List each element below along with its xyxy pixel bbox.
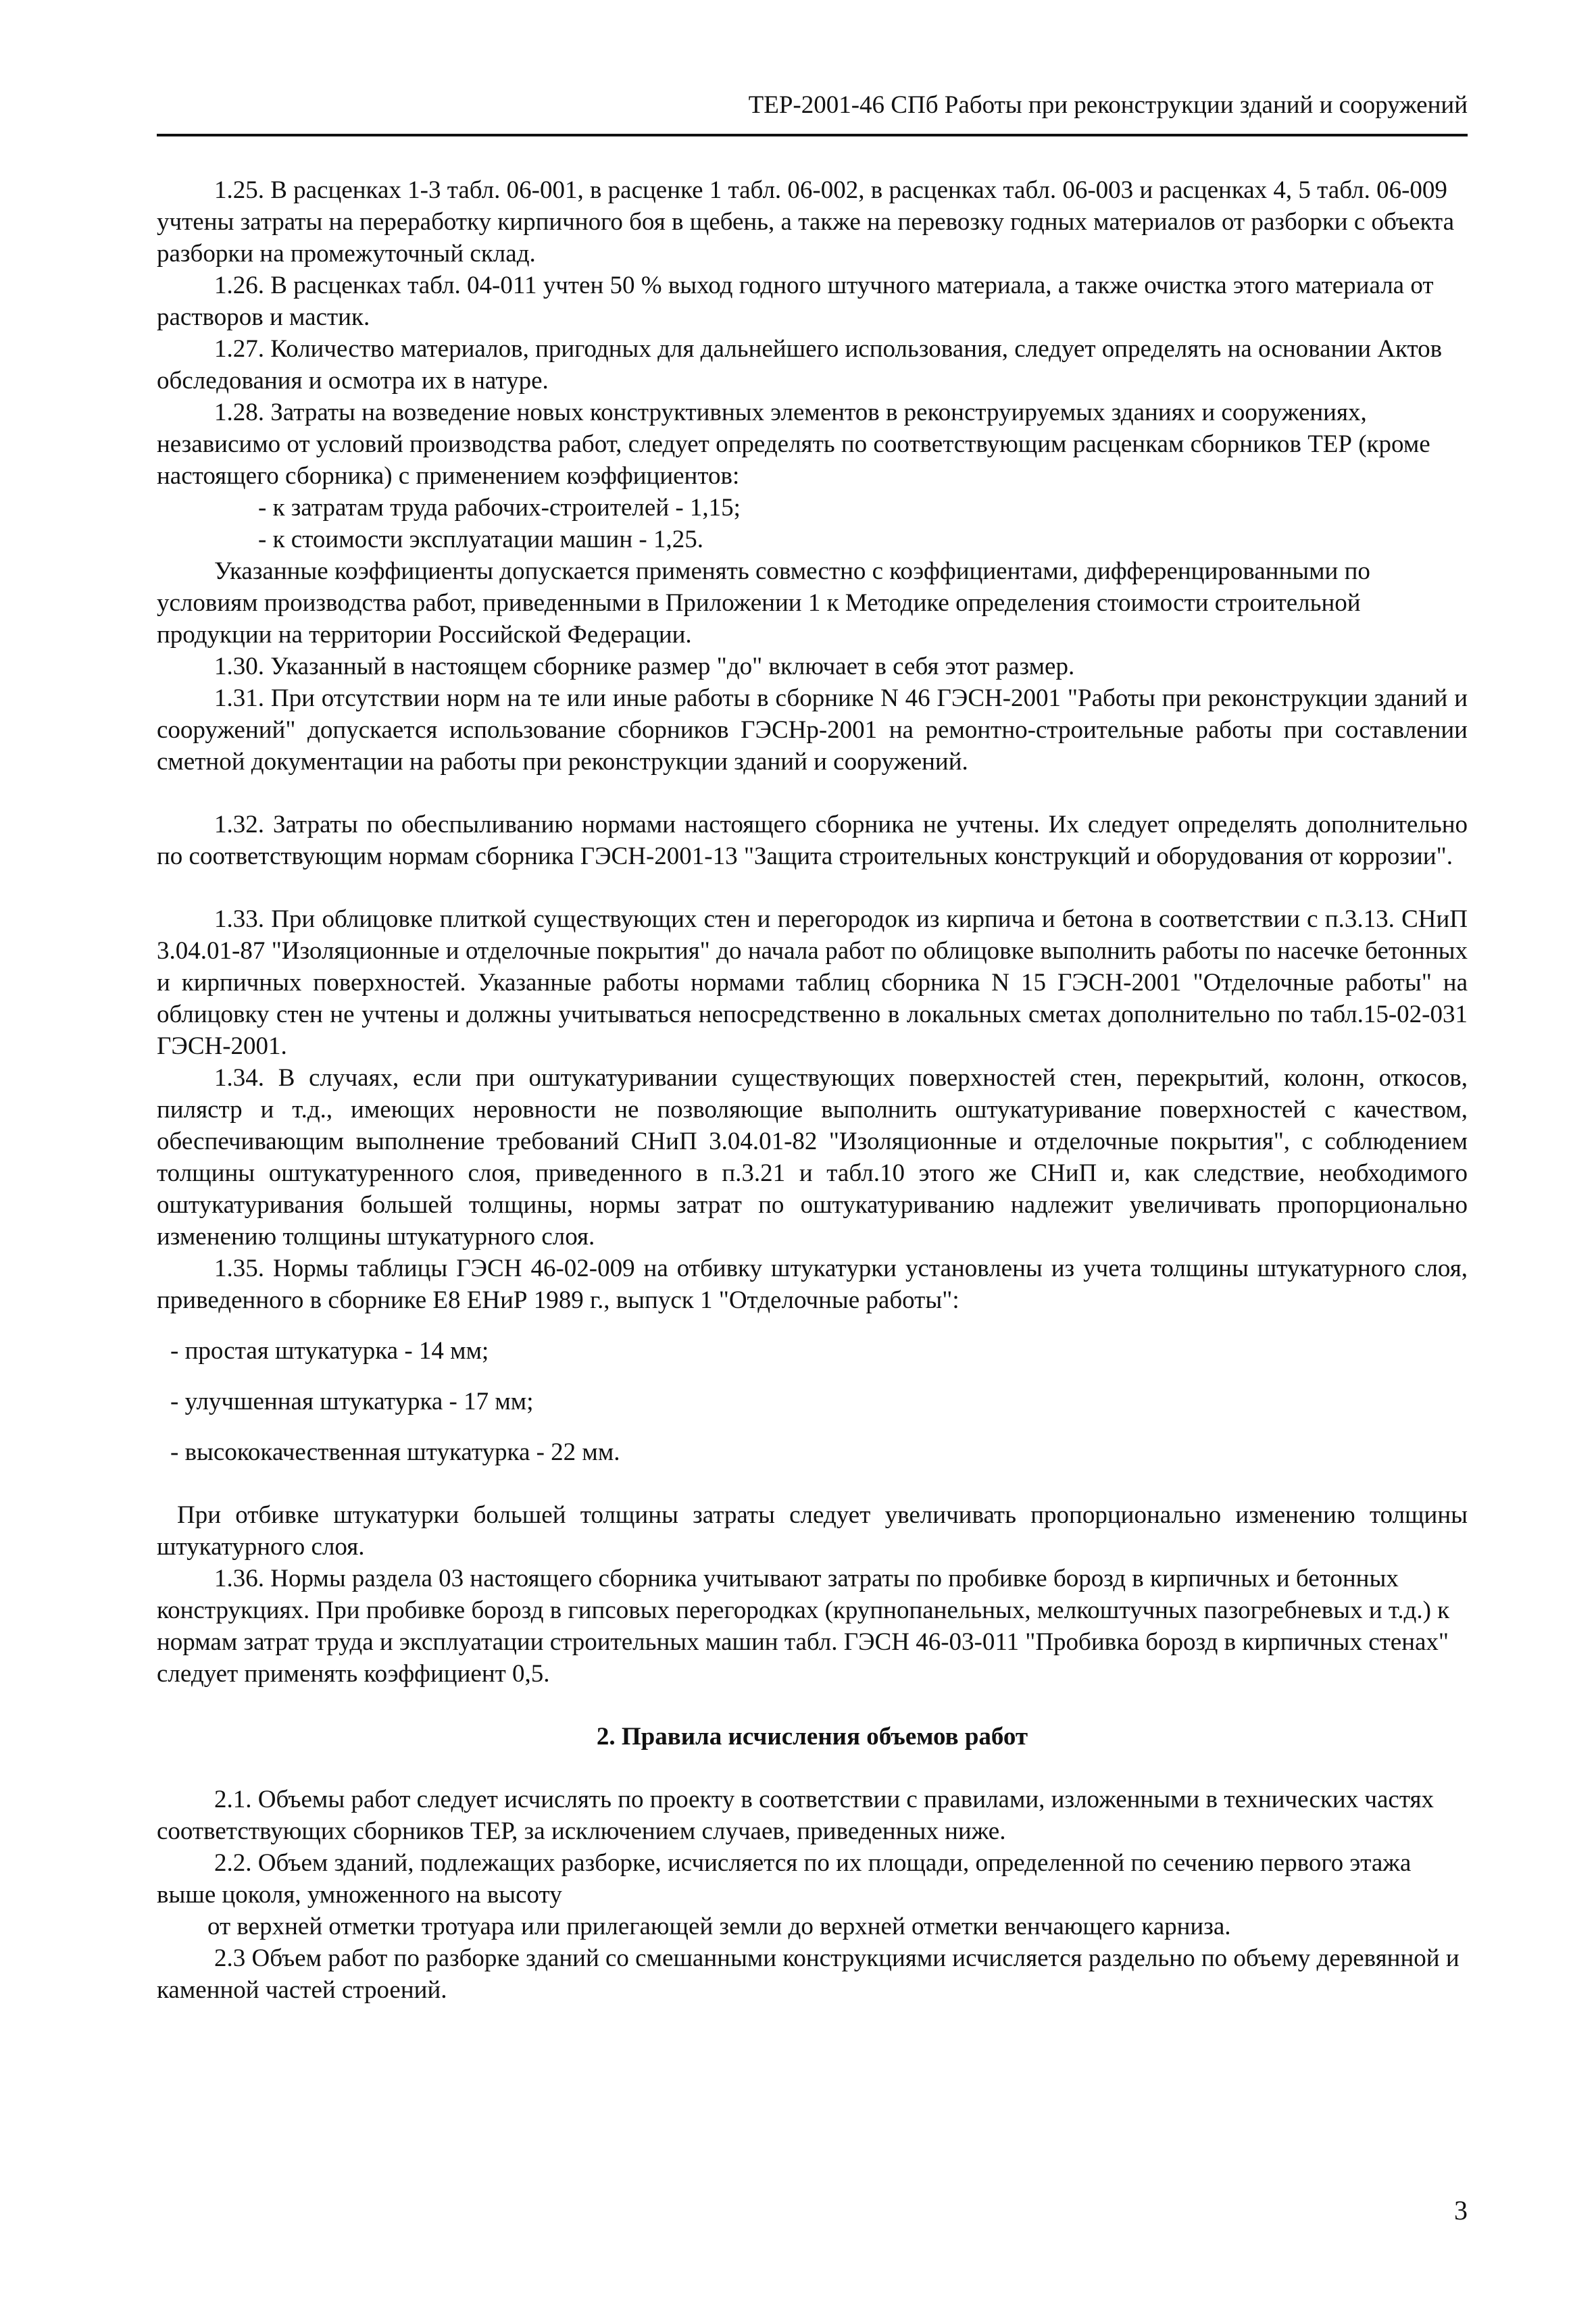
coefficient-machines: - к стоимости эксплуатации машин - 1,25. bbox=[258, 526, 703, 553]
paragraph-1-30: 1.30. Указанный в настоящем сборнике размер "до" включает в себя этот размер. bbox=[214, 653, 1075, 680]
paragraph-2-2-continuation: от верхней отметки тротуара или прилегающей земли до верхней отметки венчающего карниза. bbox=[207, 1913, 1231, 1940]
spacer bbox=[157, 1468, 1468, 1499]
plaster-high-quality: - высококачественная штукатурка - 22 мм. bbox=[170, 1438, 620, 1466]
plaster-improved: - улучшенная штукатурка - 17 мм; bbox=[170, 1388, 534, 1415]
paragraph-1-31: 1.31. При отсутствии норм на те или иные работы в сборнике N 46 ГЭСН-2001 "Работы при реконструкции зданий и сооружений" допускается использование сборников ГЭСНр-2001 на ремонтно-строительные работы при составлении сметной документации на работы при реконструкции зданий и сооружений. bbox=[157, 684, 1468, 776]
paragraph-1-28: 1.28. Затраты на возведение новых конструктивных элементов в реконструируемых зданиях и сооружениях, независимо от условий производства работ, следует определять по соответствующим расценкам сборников ТЕР (кроме настоящего сборника) с применением коэффициентов: bbox=[157, 399, 1430, 490]
paragraph-1-33: 1.33. При облицовке плиткой существующих стен и перегородок из кирпича и бетона в соответствии с п.3.13. СНиП 3.04.01-87 "Изоляционные и отделочные покрытия" до начала работ по облицовке выполнить работы по насечке бетонных и кирпичных поверхностей. Указанные работы нормами таблиц сборника N 15 ГЭСН-2001 "Отделочные работы" на облицовку стен не учтены и должны учитываться непосредственно в локальных сметах дополнительно по табл.15-02-031 ГЭСН-2001. bbox=[157, 905, 1468, 1060]
paragraph-1-32: 1.32. Затраты по обеспыливанию нормами настоящего сборника не учтены. Их следует определять дополнительно по соответствующим нормам сборника ГЭСН-2001-13 "Защита строительных конструкций и оборудования от коррозии". bbox=[157, 811, 1468, 870]
paragraph-1-35-note: При отбивке штукатурки большей толщины затраты следует увеличивать пропорционально изменению толщины штукатурного слоя. bbox=[157, 1501, 1468, 1561]
document-body bbox=[157, 174, 1468, 2006]
spacer bbox=[157, 1690, 1468, 1721]
paragraph-2-3: 2.3 Объем работ по разборке зданий со смешанными конструкциями исчисляется раздельно по объему деревянной и каменной частей строений. bbox=[157, 1944, 1460, 2004]
page-header: ТЕР-2001-46 СПб Работы при реконструкции зданий и сооружений bbox=[748, 91, 1468, 119]
paragraph-1-27: 1.27. Количество материалов, пригодных для дальнейшего использования, следует определять на основании Актов обследования и осмотра их в натуре. bbox=[157, 335, 1443, 395]
section-title: 2. Правила исчисления объемов работ bbox=[596, 1723, 1028, 1751]
paragraph-2-2: 2.2. Объем зданий, подлежащих разборке, исчисляется по их площади, определенной по сечению первого этажа выше цоколя, умноженного на высоту bbox=[157, 1849, 1412, 1909]
paragraph-2-1: 2.1. Объемы работ следует исчислять по проекту в соответствии с правилами, изложенными в технических частях соответствующих сборников ТЕР, за исключением случаев, приведенных ниже. bbox=[157, 1786, 1435, 1845]
spacer bbox=[157, 1367, 1468, 1386]
spacer bbox=[157, 1316, 1468, 1335]
paragraph-1-28-note: Указанные коэффициенты допускается применять совместно с коэффициентами, дифференцированными по условиям производства работ, приведенными в Приложении 1 к Методике определения стоимости строительной продукции на территории Российской Федерации. bbox=[157, 557, 1370, 649]
spacer bbox=[157, 1417, 1468, 1436]
coefficient-labor: - к затратам труда рабочих-строителей - 1,15; bbox=[258, 494, 741, 522]
paragraph-1-25: 1.25. В расценках 1-3 табл. 06-001, в расценке 1 табл. 06-002, в расценках табл. 06-003 и расценках 4, 5 табл. 06-009 учтены затраты на переработку кирпичного боя в щебень, а также на перевозку годных материалов от разборки с объекта разборки на промежуточный склад. bbox=[157, 176, 1455, 268]
paragraph-1-26: 1.26. В расценках табл. 04-011 учтен 50 % выход годного штучного материала, а также очистка этого материала от растворов и мастик. bbox=[157, 272, 1434, 331]
spacer bbox=[157, 778, 1468, 809]
spacer bbox=[157, 872, 1468, 903]
paragraph-1-35: 1.35. Нормы таблицы ГЭСН 46-02-009 на отбивку штукатурки установлены из учета толщины штукатурного слоя, приведенного в сборнике Е8 ЕНиР 1989 г., выпуск 1 "Отделочные работы": bbox=[157, 1255, 1468, 1314]
header-rule bbox=[157, 134, 1468, 136]
paragraph-1-34: 1.34. В случаях, если при оштукатуривании существующих поверхностей стен, перекрытий, колонн, откосов, пилястр и т.д., имеющих неровности не позволяющие выполнить оштукатуривание поверхностей с качеством, обеспечивающим выполнение требований СНиП 3.04.01-82 "Изоляционные и отделочные покрытия", с соблюдением толщины оштукатуренного слоя, приведенного в п.3.21 и табл.10 этого же СНиП и, как следствие, необходимого оштукатуривания большей толщины, нормы затрат по оштукатуриванию надлежит увеличивать пропорционально изменению толщины штукатурного слоя. bbox=[157, 1064, 1468, 1251]
paragraph-1-36: 1.36. Нормы раздела 03 настоящего сборника учитывают затраты по пробивке борозд в кирпичных и бетонных конструкциях. При пробивке борозд в гипсовых перегородках (крупнопанельных, мелкоштучных пазогребневых и т.д.) к нормам затрат труда и эксплуатации строительных машин табл. ГЭСН 46-03-011 "Пробивка борозд в кирпичных стенах" следует применять коэффициент 0,5. bbox=[157, 1565, 1450, 1688]
spacer bbox=[157, 1753, 1468, 1784]
page-number: 3 bbox=[1454, 2195, 1468, 2225]
plaster-simple: - простая штукатурка - 14 мм; bbox=[170, 1337, 489, 1365]
